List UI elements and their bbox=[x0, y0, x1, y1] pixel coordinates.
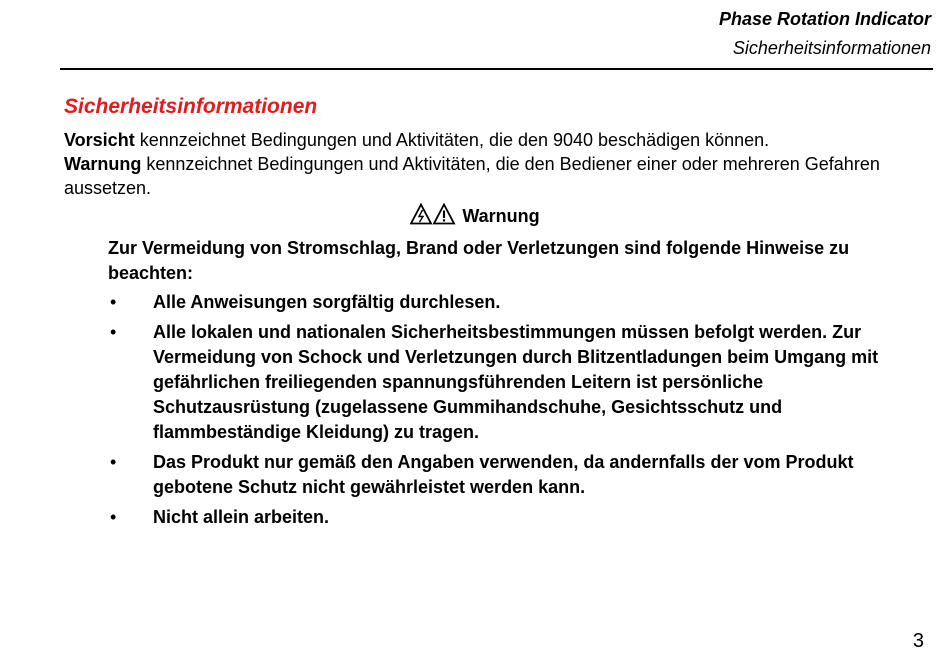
bullet: • bbox=[110, 292, 117, 312]
list-item bbox=[108, 320, 898, 445]
list-item-text: Alle Anweisungen sorgfältig durchlesen. bbox=[153, 292, 501, 312]
list-item bbox=[108, 290, 898, 315]
header-subtitle: Sicherheitsinformationen bbox=[732, 38, 931, 58]
header-title: Phase Rotation Indicator bbox=[718, 9, 931, 29]
warning-icons bbox=[410, 203, 456, 230]
header-divider bbox=[60, 68, 933, 70]
bullet: • bbox=[110, 322, 117, 342]
list-item-text: Das Produkt nur gemäß den Angaben verwenden, da andernfalls der vom Produkt gebotene Schutz nicht gewährleistet werden kann. bbox=[153, 452, 854, 497]
bullet: • bbox=[110, 452, 117, 472]
vorsicht-text: kennzeichnet Bedingungen und Aktivitäten, die den 9040 beschädigen können. bbox=[134, 130, 770, 150]
general-warning-icon bbox=[434, 205, 454, 224]
list-item-text: Alle lokalen und nationalen Sicherheitsbestimmungen müssen befolgt werden. Zur Vermeidung von Schock und Verletzungen durch Blitzentladungen beim Umgang mit gefährlichen freiliegenden spannungsführenden Leitern ist persönliche Schutzausrüstung (zugelassene Gummihandschuhe, Gesichtsschutz und flammbeständige Kleidung) zu tragen. bbox=[153, 322, 879, 442]
intro-paragraph bbox=[64, 128, 924, 200]
warning-label: Warnung bbox=[462, 206, 540, 226]
warnung-text: kennzeichnet Bedingungen und Aktivitäten, die den Bediener einer oder mehreren Gefahren aussetzen. bbox=[64, 154, 880, 198]
electric-shock-warning-icon bbox=[411, 205, 431, 224]
warning-heading bbox=[0, 203, 950, 230]
section-title: Sicherheitsinformationen bbox=[64, 95, 318, 118]
bullet: • bbox=[110, 507, 117, 527]
warning-list bbox=[108, 290, 898, 535]
vorsicht-term: Vorsicht bbox=[64, 130, 135, 150]
list-item bbox=[108, 505, 898, 530]
warning-lead: Zur Vermeidung von Stromschlag, Brand oder Verletzungen sind folgende Hinweise zu beachten: bbox=[108, 238, 850, 283]
page-number: 3 bbox=[912, 630, 924, 652]
list-item bbox=[108, 450, 898, 500]
warnung-term: Warnung bbox=[64, 154, 142, 174]
list-item-text: Nicht allein arbeiten. bbox=[153, 507, 330, 527]
